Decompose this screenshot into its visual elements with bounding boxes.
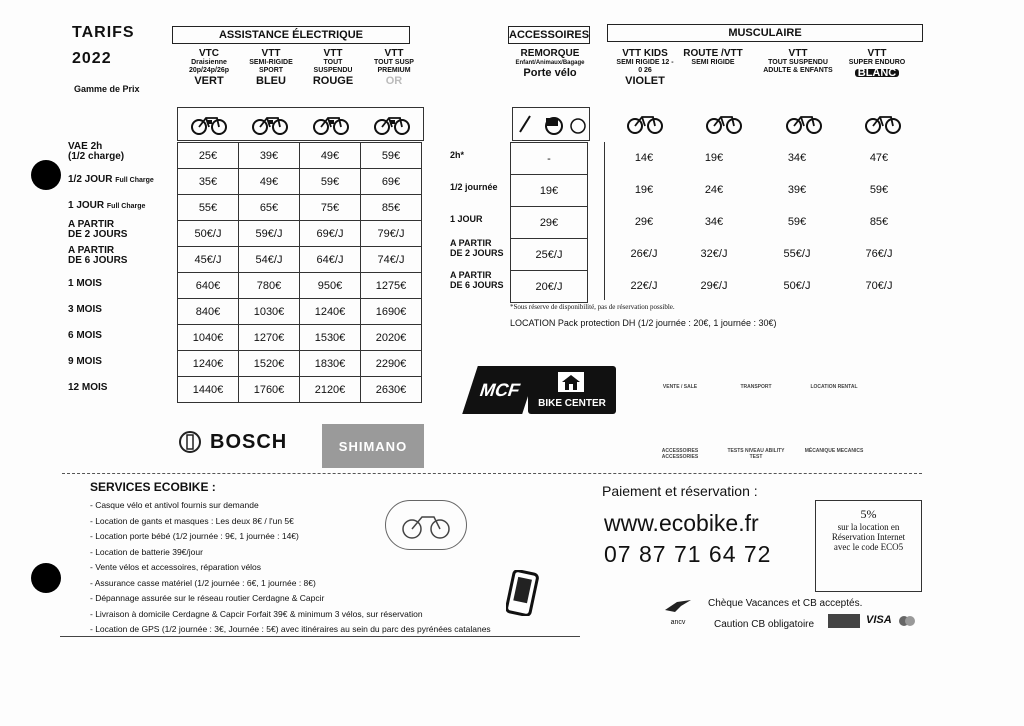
list-item: - Casque vélo et antivol fournis sur demande: [90, 500, 259, 510]
column-name: VTT: [867, 48, 887, 59]
ebike-price-table: [177, 142, 422, 403]
table-row: [511, 271, 588, 303]
column-name: VTT: [261, 48, 281, 59]
list-item: - Location de batterie 39€/jour: [90, 546, 203, 557]
price-cell: 1270€: [239, 325, 300, 351]
row-label-sub: Full Charge: [115, 177, 154, 184]
bike-icon: [705, 112, 743, 134]
price-cell: 35€: [178, 169, 239, 195]
price-cell: 1240€: [178, 351, 239, 377]
cheque-text: Chèque Vacances et CB acceptés.: [708, 598, 863, 609]
service-icon: [722, 448, 790, 460]
ebike-icon-row: [177, 107, 424, 141]
payment-title: Paiement et réservation :: [602, 483, 758, 499]
price-cell: 25€: [178, 143, 239, 169]
price-cell: 29€: [511, 207, 588, 239]
price-value: 29€/J: [700, 280, 728, 292]
price-value: 59€: [787, 216, 807, 228]
phone-number[interactable]: 07 87 71 64 72: [604, 541, 772, 567]
price-range-tag: VIOLET: [625, 75, 665, 87]
column-sub: Enfant/Animaux/Bagage: [515, 60, 585, 66]
column-name: VTT: [323, 48, 343, 59]
price-cell: 59€: [361, 143, 422, 169]
ebike-column-header: [304, 48, 362, 85]
price-cell: 2020€: [361, 325, 422, 351]
gamme-label: Gamme de Prix: [74, 84, 140, 94]
punch-hole: [31, 563, 61, 593]
row-label: [450, 270, 510, 290]
pack-note: LOCATION Pack protection DH (1/2 journée : 20€, 1 journée : 30€): [510, 318, 777, 328]
price-value: 47€: [869, 152, 889, 164]
table-row: [178, 143, 422, 169]
bike-icon: [626, 112, 664, 134]
column-sub: TOUT SUSP PREMIUM: [374, 59, 414, 74]
row-label: [68, 201, 173, 212]
promo-line1: sur la location en: [837, 522, 900, 532]
row-label: [450, 182, 510, 192]
row-label-main: 1/2 JOUR: [68, 174, 113, 185]
row-label: [68, 175, 173, 186]
row-label: [450, 214, 510, 224]
row-label-main: A PARTIR: [68, 219, 115, 230]
price-value: 59€: [869, 184, 889, 196]
service-label: LOCATION RENTAL: [810, 384, 858, 390]
price-value: 39€: [787, 184, 807, 196]
column-sub: TOUT SUSPENDU ADULTE & ENFANTS: [763, 59, 833, 74]
ebike-column-header: [180, 48, 238, 85]
price-cell: 1760€: [239, 377, 300, 403]
price-cell: 780€: [239, 273, 300, 299]
table-row: [178, 247, 422, 273]
price-cell: 59€: [300, 169, 361, 195]
muscular-column-header: [682, 48, 744, 69]
bike-icon: [373, 113, 411, 135]
price-value: 22€/J: [630, 280, 658, 292]
price-value: 50€/J: [783, 280, 811, 292]
row-label-main: 1 JOUR: [68, 200, 105, 211]
caution-text: Caution CB obligatoire: [714, 619, 815, 630]
price-cell: 55€: [178, 195, 239, 221]
trailer-icon-cell: [512, 107, 590, 141]
price-cell: 20€/J: [511, 271, 588, 303]
price-cell: 65€: [239, 195, 300, 221]
price-cell: 2120€: [300, 377, 361, 403]
divider: [62, 473, 922, 474]
service-icon: [800, 448, 868, 454]
service-icon: [800, 384, 868, 390]
table-row: [511, 239, 588, 271]
shimano-text: SHIMANO: [338, 438, 408, 454]
price-cell: 69€: [361, 169, 422, 195]
row-label-sub: (1/2 charge): [68, 151, 125, 162]
row-label-sub: DE 6 JOURS: [68, 255, 128, 266]
column-name: REMORQUE: [520, 48, 580, 59]
column-name: VTT KIDS: [622, 48, 668, 59]
table-row: [178, 169, 422, 195]
price-cell: 49€: [300, 143, 361, 169]
list-item: - Dépannage assurée sur le réseau routier Cerdagne & Capcir: [90, 593, 325, 603]
bike-icon: [864, 112, 902, 134]
table-row: [511, 207, 588, 239]
list-item: - Vente vélos et accessoires, réparation vélos: [90, 562, 262, 572]
service-label: MÉCANIQUE MECANICS: [804, 448, 864, 454]
price-value: 85€: [869, 216, 889, 228]
table-row: [511, 175, 588, 207]
bike-icon: [312, 113, 350, 135]
list-item: - Assurance casse matériel (1/2 journée : 6€, 1 journée : 8€): [90, 577, 316, 588]
service-icon: [646, 384, 714, 390]
column-extra: Porte vélo: [523, 67, 577, 79]
row-label-main: 2h*: [450, 150, 465, 160]
price-value: 26€/J: [630, 248, 658, 260]
row-label-sub: DE 6 JOURS: [450, 280, 504, 290]
price-cell: 54€/J: [239, 247, 300, 273]
row-label: [68, 357, 173, 367]
bike-center-text: BIKE CENTER: [538, 398, 606, 409]
price-value: 76€/J: [865, 248, 893, 260]
price-value: 55€/J: [783, 248, 811, 260]
ebike-column-header: [365, 48, 423, 85]
price-cell: 50€/J: [178, 221, 239, 247]
column-sub: SUPER ENDURO: [848, 59, 906, 66]
section-musculaire: MUSCULAIRE: [607, 24, 923, 42]
table-row: [178, 221, 422, 247]
punch-hole: [31, 160, 61, 190]
price-cell: 49€: [239, 169, 300, 195]
service-label: ACCESSOIRES ACCESSORIES: [661, 448, 699, 460]
row-label-main: 1 MOIS: [68, 278, 102, 289]
bosch-armature-icon: [178, 430, 202, 454]
trailer-icon: [516, 112, 586, 136]
price-cell: 1530€: [300, 325, 361, 351]
row-label-main: 1/2 journée: [450, 182, 498, 192]
price-value: 70€/J: [865, 280, 893, 292]
column-separator: [604, 142, 605, 300]
row-label-main: 3 MOIS: [68, 304, 102, 315]
price-range-tag: ROUGE: [312, 75, 354, 87]
table-row: [178, 325, 422, 351]
muscular-column-header: [762, 48, 834, 77]
mcf-logo: MCF: [462, 366, 538, 414]
table-row: [178, 299, 422, 325]
table-row: [178, 195, 422, 221]
price-cell: 79€/J: [361, 221, 422, 247]
table-row: [178, 273, 422, 299]
row-label: [450, 238, 510, 258]
section-accessoires: ACCESSOIRES: [508, 26, 590, 44]
service-label: VENTE / SALE: [662, 384, 698, 390]
promo-line3: avec le code ECO5: [833, 542, 904, 552]
price-cell: 1240€: [300, 299, 361, 325]
price-cell: 75€: [300, 195, 361, 221]
services-bottom-line: [60, 636, 580, 637]
row-label: [68, 331, 173, 341]
list-item: - Location de GPS (1/2 journée : 3€, Journée : 5€) avec itinéraires au sein du parc des pyrénées catalanes: [90, 624, 491, 634]
row-label-main: 1 JOUR: [450, 214, 483, 224]
table-row: [511, 143, 588, 175]
bike-stamp-logo: [385, 500, 467, 550]
table-row: [178, 377, 422, 403]
visa-logo: VISA: [866, 614, 892, 626]
price-cell: 1040€: [178, 325, 239, 351]
list-item: - Location porte bébé (1/2 journée : 9€, 1 journée : 14€): [90, 531, 299, 541]
row-label: [68, 383, 173, 393]
price-value: 19€: [704, 152, 724, 164]
service-icon: [646, 448, 714, 460]
row-label: [68, 279, 173, 289]
price-cell: 59€/J: [239, 221, 300, 247]
price-range-tag: BLANC: [855, 69, 900, 77]
row-label: [68, 305, 173, 315]
ancv-text: ancv: [670, 619, 686, 626]
service-label: TRANSPORT: [740, 384, 772, 390]
ebike-column-header: [242, 48, 300, 85]
promo-line2: Réservation Internet: [831, 532, 906, 542]
bike-stamp-icon: [386, 501, 466, 549]
muscular-icon-row: [605, 107, 923, 139]
promo-box: [815, 500, 922, 592]
price-cell: 1690€: [361, 299, 422, 325]
list-item: - Livraison à domicile Cerdagne & Capcir Forfait 39€ & minimum 3 vélos, sur réservation: [90, 608, 423, 619]
accessory-price-table: [510, 142, 588, 303]
price-cell: -: [511, 143, 588, 175]
bosch-logo: [178, 430, 287, 454]
website-link[interactable]: www.ecobike.fr: [604, 510, 759, 536]
price-cell: 1440€: [178, 377, 239, 403]
muscular-column-header: [846, 48, 908, 79]
row-label-sub: DE 2 JOURS: [68, 229, 128, 240]
house-icon: [556, 370, 586, 394]
ancv-logo: [660, 598, 696, 628]
price-cell: 950€: [300, 273, 361, 299]
bosch-text: BOSCH: [210, 430, 288, 453]
column-sub: TOUT SUSPENDU: [313, 59, 353, 74]
price-range-tag: OR: [385, 75, 403, 87]
row-label-main: 6 MOIS: [68, 330, 102, 341]
price-cell: 64€/J: [300, 247, 361, 273]
bike-icon: [251, 113, 289, 135]
row-label: [450, 150, 510, 160]
price-cell: 840€: [178, 299, 239, 325]
price-cell: 1030€: [239, 299, 300, 325]
promo-percent: 5%: [860, 507, 877, 521]
row-label: [68, 246, 173, 266]
row-label-sub: Full Charge: [106, 203, 146, 210]
column-name: VTC: [199, 48, 219, 59]
column-sub: Draisienne 20p/24p/26p: [188, 59, 230, 74]
row-label: [68, 142, 173, 162]
price-value: 24€: [704, 184, 724, 196]
price-value: 29€: [634, 216, 654, 228]
service-label: TESTS NIVEAU ABILITY TEST: [727, 448, 785, 460]
price-cell: 25€/J: [511, 239, 588, 271]
bike-icon: [190, 113, 228, 135]
row-label-main: A PARTIR: [450, 238, 492, 248]
price-value: 14€: [634, 152, 654, 164]
price-value: 34€: [787, 152, 807, 164]
column-sub: SEMI RIGIDE 12 - 0 26: [616, 59, 674, 74]
price-cell: 1275€: [361, 273, 422, 299]
ancv-bird-icon: [663, 598, 693, 614]
column-sub: SEMI-RIGIDE SPORT: [249, 59, 293, 74]
column-name: ROUTE /VTT: [683, 48, 743, 59]
price-cell: 39€: [239, 143, 300, 169]
row-label-main: 9 MOIS: [68, 356, 102, 367]
row-label-main: A PARTIR: [450, 270, 492, 280]
shimano-logo: [322, 424, 424, 468]
price-cell: 85€: [361, 195, 422, 221]
price-value: 32€/J: [700, 248, 728, 260]
list-item: - Location de gants et masques : Les deux 8€ / l'un 5€: [90, 515, 294, 526]
bike-icon: [785, 112, 823, 134]
services-title: SERVICES ECOBIKE :: [90, 480, 216, 494]
row-label-main: 12 MOIS: [68, 382, 108, 393]
price-cell: 19€: [511, 175, 588, 207]
bike-center-logo: [470, 362, 620, 418]
table-row: [178, 351, 422, 377]
reserve-note: *Sous réserve de disponibilité, pas de réservation possible.: [510, 303, 675, 311]
column-name: VTT: [788, 48, 808, 59]
mastercard-icon: [898, 612, 916, 630]
price-cell: 69€/J: [300, 221, 361, 247]
price-cell: 45€/J: [178, 247, 239, 273]
cb-card-icon: [828, 614, 860, 628]
row-label: [68, 220, 173, 240]
price-cell: 1830€: [300, 351, 361, 377]
row-label-main: VAE 2h: [68, 141, 103, 152]
price-cell: 640€: [178, 273, 239, 299]
service-icon: [722, 384, 790, 390]
page-year: 2022: [72, 50, 112, 67]
price-cell: 2630€: [361, 377, 422, 403]
section-assistance: ASSISTANCE ÉLECTRIQUE: [172, 26, 410, 44]
price-range-tag: BLEU: [256, 75, 286, 87]
page-title: TARIFS: [72, 24, 135, 41]
column-sub: SEMI RIGIDE: [691, 59, 735, 66]
gps-icon: [506, 570, 540, 616]
price-cell: 74€/J: [361, 247, 422, 273]
price-range-tag: VERT: [194, 75, 224, 87]
column-name: VTT: [384, 48, 404, 59]
price-value: 19€: [634, 184, 654, 196]
row-label-sub: DE 2 JOURS: [450, 248, 504, 258]
row-label-main: A PARTIR: [68, 245, 115, 256]
price-cell: 2290€: [361, 351, 422, 377]
muscular-column-header: [614, 48, 676, 85]
price-value: 34€: [704, 216, 724, 228]
price-cell: 1520€: [239, 351, 300, 377]
